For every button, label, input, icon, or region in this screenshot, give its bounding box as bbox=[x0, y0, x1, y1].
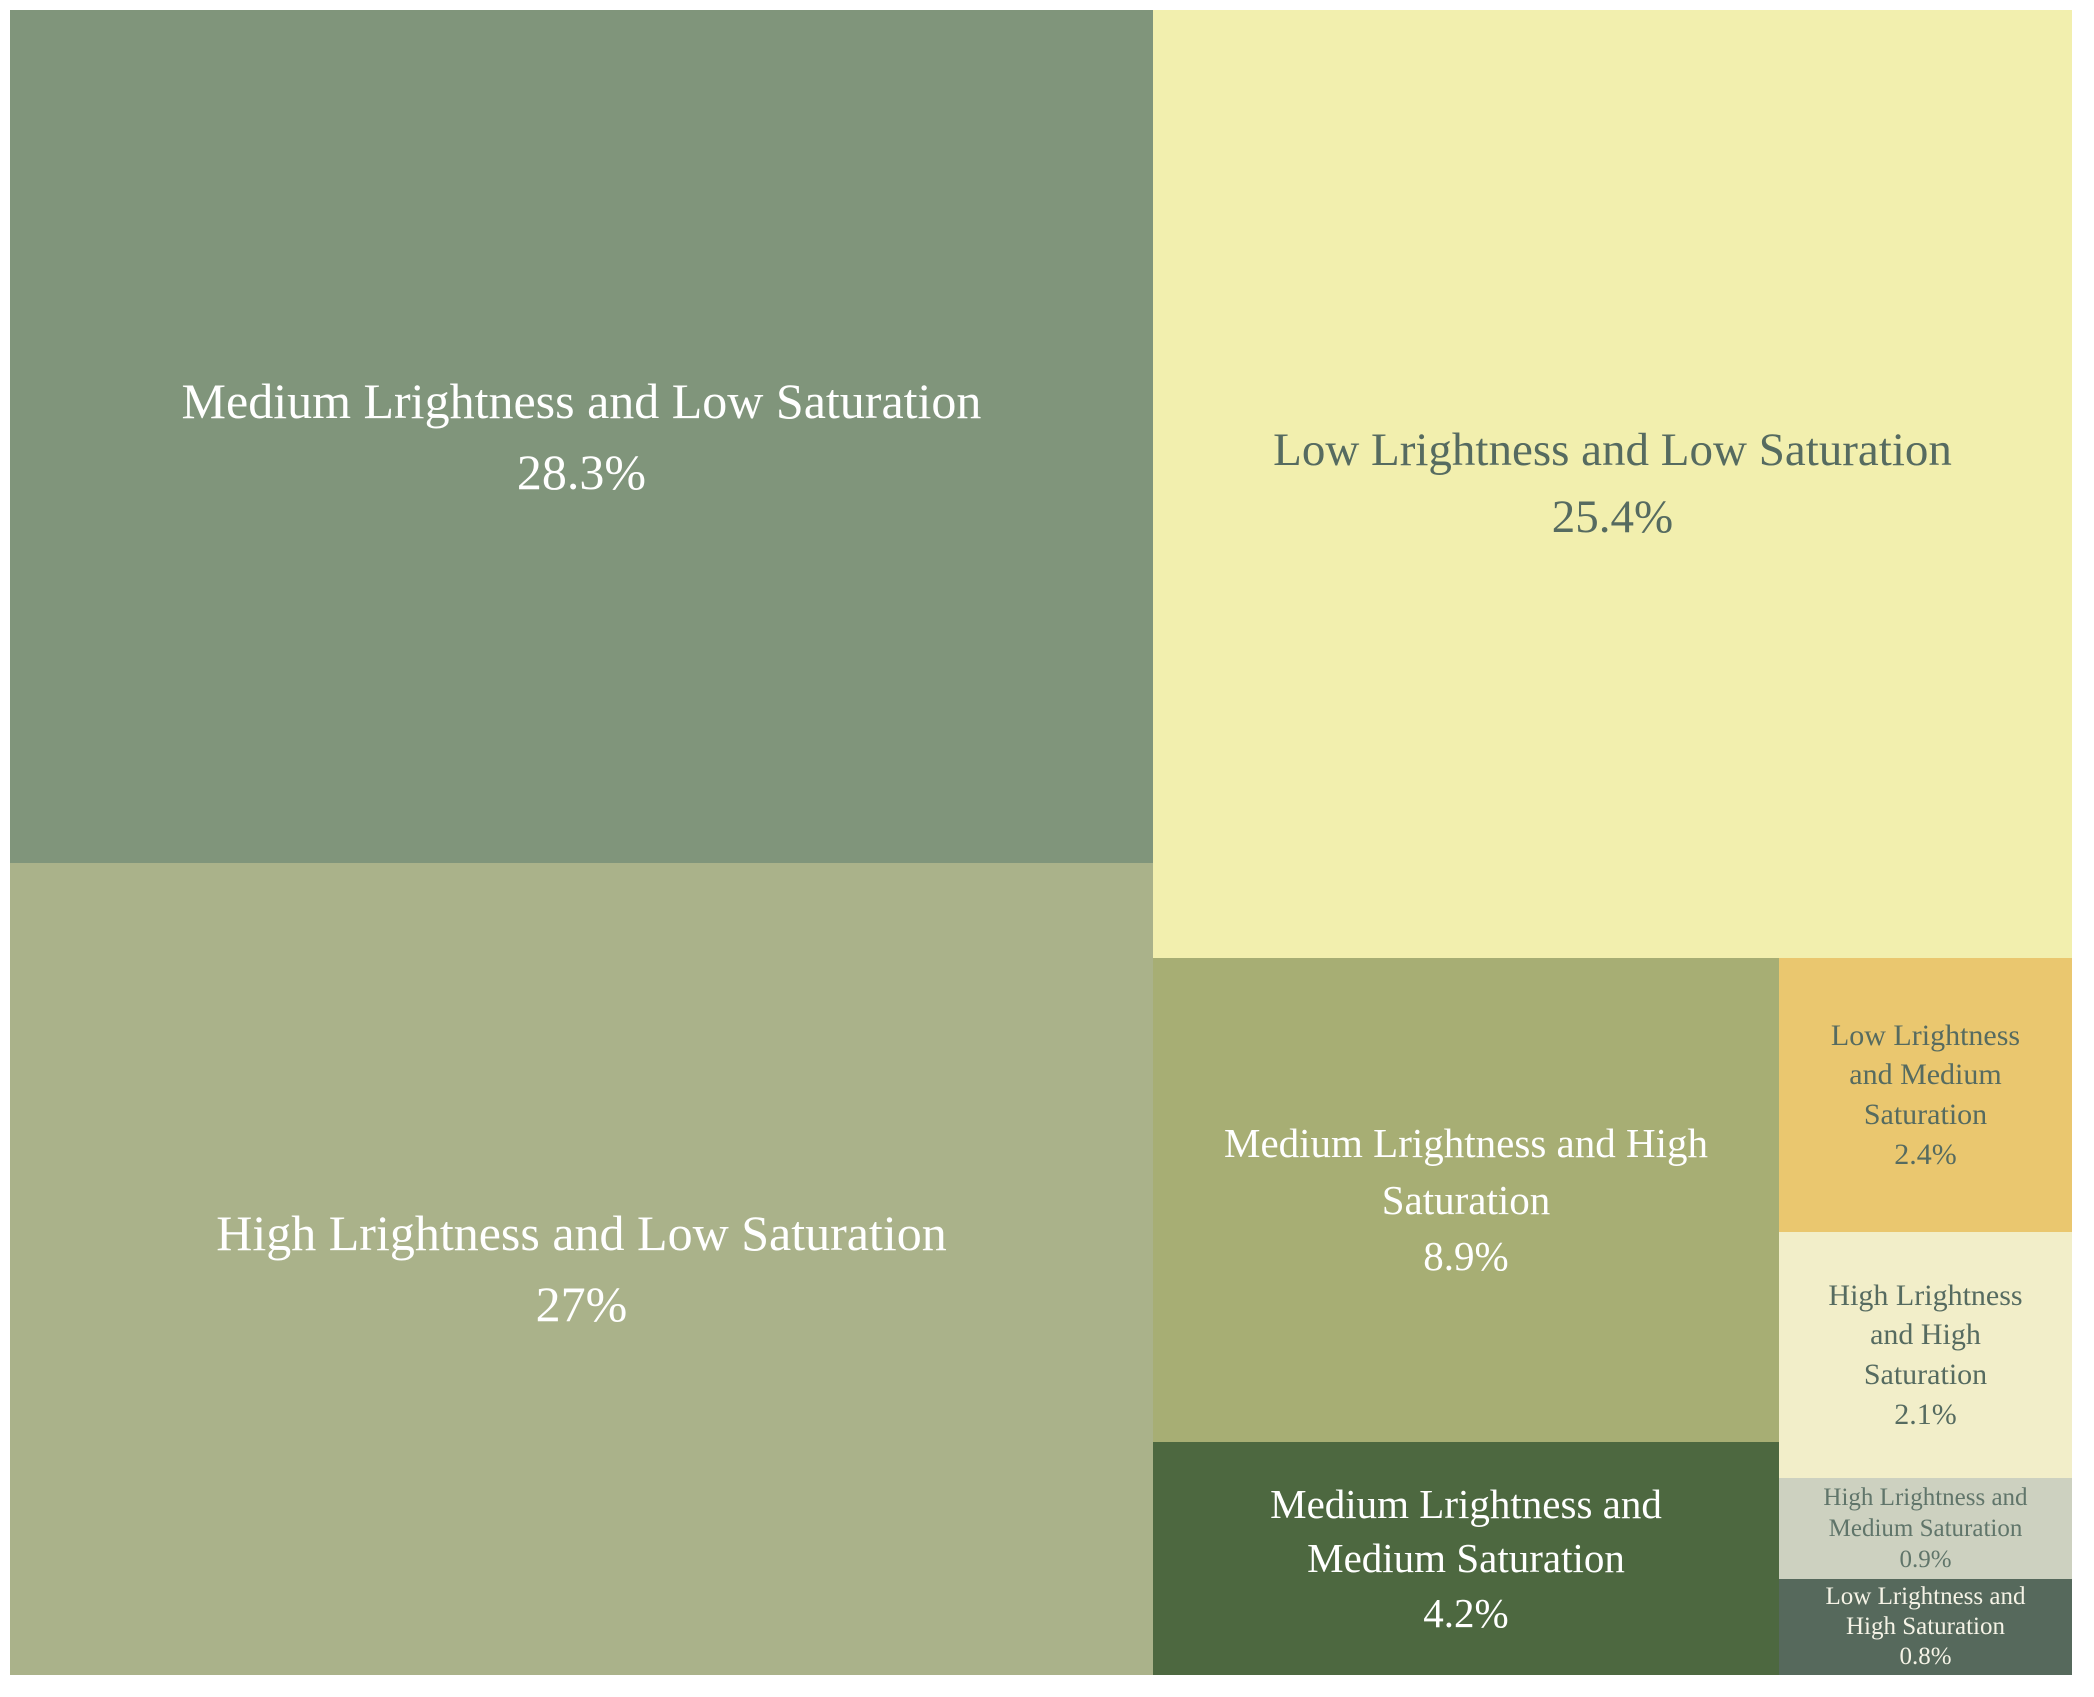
tile-high-lrightness-high-saturation bbox=[1779, 1232, 2072, 1478]
tile-medium-lrightness-low-saturation bbox=[10, 10, 1153, 863]
tile-percentage: 28.3% bbox=[516, 443, 647, 500]
tile-percentage: 0.8% bbox=[1899, 1643, 1952, 1670]
tile-label: Low Lrightness and Low Saturation bbox=[1273, 424, 1952, 477]
tile-percentage: 27% bbox=[535, 1276, 628, 1332]
tile-percentage: 2.1% bbox=[1894, 1397, 1957, 1431]
tile-low-lrightness-low-saturation bbox=[1153, 10, 2072, 958]
tile-label: High Lrightness and Medium Saturation bbox=[1823, 1484, 2028, 1542]
tile-percentage: 25.4% bbox=[1551, 491, 1674, 543]
tile-label: Medium Lrightness and High Saturation bbox=[1224, 1120, 1708, 1223]
tile-low-lrightness-high-saturation bbox=[1779, 1579, 2072, 1675]
tile-label: High Lrightness and High Saturation bbox=[1828, 1278, 2023, 1391]
tile-high-lrightness-low-saturation bbox=[10, 863, 1153, 1675]
tile-percentage: 8.9% bbox=[1423, 1233, 1509, 1280]
tile-high-lrightness-medium-saturation bbox=[1779, 1478, 2072, 1579]
tile-label: Low Lrightness and High Saturation bbox=[1825, 1583, 2026, 1640]
tile-percentage: 0.9% bbox=[1899, 1546, 1952, 1573]
tile-label: High Lrightness and Low Saturation bbox=[216, 1205, 947, 1261]
tile-label: Low Lrightness and Medium Saturation bbox=[1830, 1018, 2021, 1131]
tile-label: Medium Lrightness and Medium Saturation bbox=[1270, 1481, 1662, 1582]
tile-label: Medium Lrightness and Low Saturation bbox=[181, 372, 982, 429]
tile-percentage: 4.2% bbox=[1423, 1589, 1509, 1636]
tile-medium-lrightness-high-saturation bbox=[1153, 958, 1779, 1442]
tile-medium-lrightness-medium-saturation bbox=[1153, 1442, 1779, 1675]
tile-percentage: 2.4% bbox=[1894, 1137, 1957, 1171]
tile-low-lrightness-medium-saturation bbox=[1779, 958, 2072, 1232]
